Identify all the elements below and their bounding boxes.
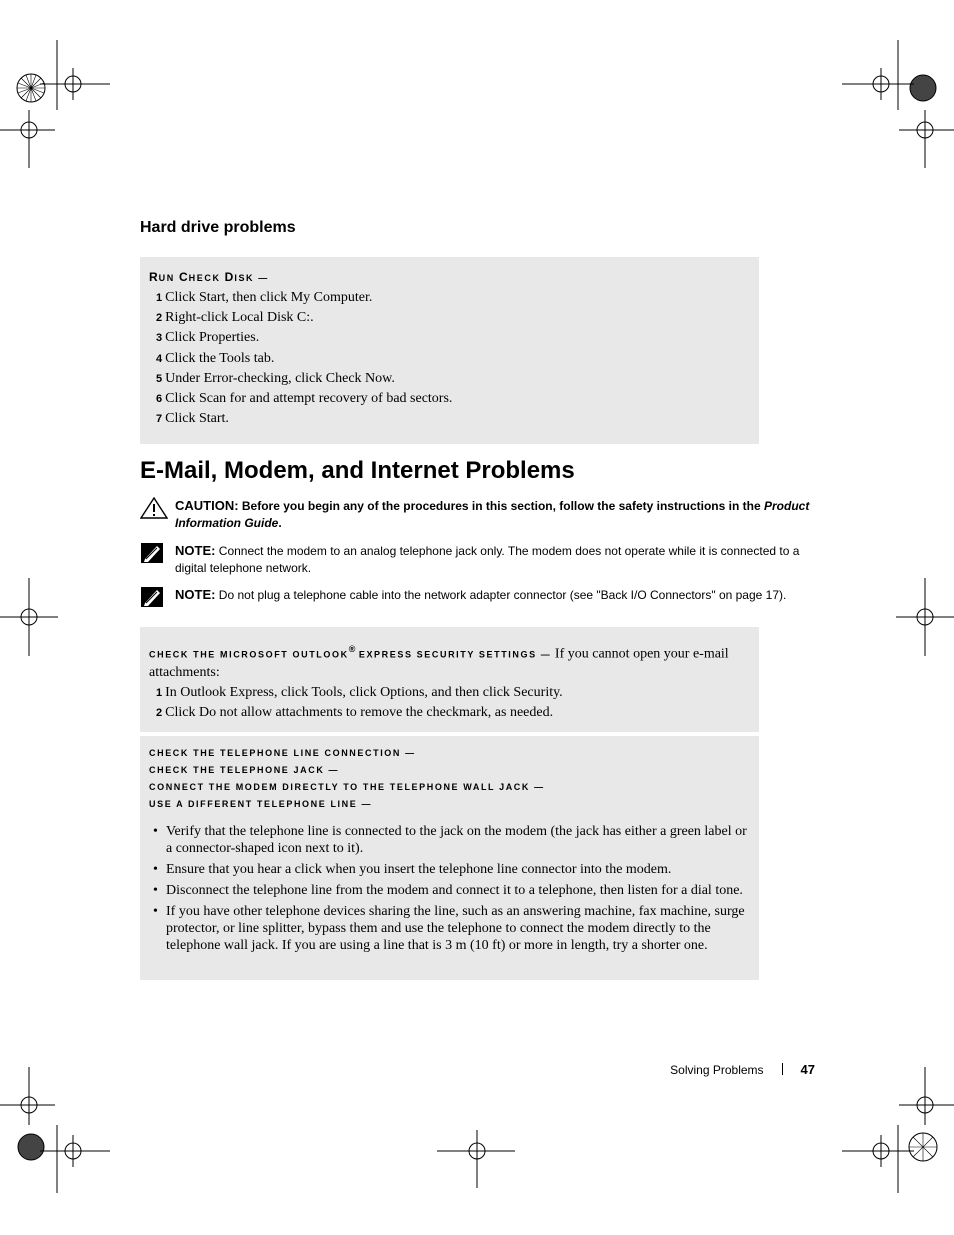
list-item: 1 In Outlook Express, click Tools, click Options, and then click Security. xyxy=(156,684,563,700)
warning-triangle-icon xyxy=(140,497,168,519)
list-item: • Ensure that you hear a click when you insert the telephone line connector into the modem. xyxy=(149,861,749,878)
list-item: 4 Click the Tools tab. xyxy=(156,350,275,366)
page-number: 47 xyxy=(800,1062,815,1077)
note-label: NOTE: xyxy=(175,587,216,602)
caution-notice: CAUTION: Before you begin any of the procedures in this section, follow the safety instructions in the Product Information Guide. xyxy=(140,497,820,532)
telephone-line-box xyxy=(140,736,759,980)
list-item: 1 Click Start, then click My Computer. xyxy=(156,290,373,305)
list-item: • If you have other telephone devices sharing the line, such as an answering machine, fax machine, surge protector, or line splitter, bypass them and use the telephone to connect the modem directly to the telephone wall jack. If you are using a line that is 3 m (10 ft) or more in length, try a shorter one. xyxy=(149,903,749,954)
outlook-steps xyxy=(149,683,749,723)
footer-divider xyxy=(782,1063,783,1075)
caution-text: Before you begin any of the procedures in this section, follow the safety instructions in the xyxy=(241,499,761,513)
list-item: • Disconnect the telephone line from the modem and connect it to a telephone, then listen for a dial tone. xyxy=(149,882,749,899)
outlook-settings-box xyxy=(140,627,759,732)
check-disk-steps xyxy=(149,288,749,429)
note-label: NOTE: xyxy=(175,543,216,558)
telephone-jack-heading: CHECK THE TELEPHONE JACK — xyxy=(149,765,340,775)
run-check-disk-heading: RUN CHECK DISK — xyxy=(149,270,269,284)
page-title: E-Mail, Modem, and Internet Problems xyxy=(140,457,575,484)
pencil-note-icon xyxy=(140,542,164,564)
registration-mark-bottom-left xyxy=(0,1065,120,1195)
wall-jack-heading: CONNECT THE MODEM DIRECTLY TO THE TELEPHONE WALL JACK — xyxy=(149,782,545,792)
list-item: 2 Right-click Local Disk C:. xyxy=(156,310,314,326)
note-text: Do not plug a telephone cable into the network adapter connector (see "Back I/O Connectors" on page 17). xyxy=(218,588,787,602)
list-item: 7 Click Start. xyxy=(156,411,229,427)
pencil-note-icon xyxy=(140,586,164,608)
caution-label: CAUTION: xyxy=(175,498,239,513)
registration-mark-top-right xyxy=(834,40,954,170)
run-check-disk-box xyxy=(140,257,759,444)
note-text: Connect the modem to an analog telephone jack only. The modem does not operate while it is connected to a digital telephone network. xyxy=(175,544,800,575)
note-notice-2 xyxy=(140,586,820,604)
different-line-heading: USE A DIFFERENT TELEPHONE LINE — xyxy=(149,799,373,809)
section-title-hard-drive: Hard drive problems xyxy=(140,219,296,236)
telephone-line-heading: CHECK THE TELEPHONE LINE CONNECTION — xyxy=(149,748,416,758)
list-item: • Verify that the telephone line is connected to the jack on the modem (the jack has either a green label or a connector-shaped icon next to it). xyxy=(149,823,749,857)
registration-mark-bottom-right xyxy=(834,1065,954,1195)
caution-doc-title: Product Information Guide xyxy=(175,499,810,530)
registration-mark-mid-right xyxy=(894,578,954,658)
registration-mark-bottom-center xyxy=(437,1130,517,1190)
telephone-checks-list xyxy=(149,823,749,954)
registration-mark-top-left xyxy=(0,40,120,170)
list-item: 2 Click Do not allow attachments to remove the checkmark, as needed. xyxy=(156,704,554,720)
footer-section: Solving Problems xyxy=(670,1063,764,1077)
list-item: 5 Under Error-checking, click Check Now. xyxy=(156,370,395,386)
registration-mark-mid-left xyxy=(0,578,60,658)
list-item: 3 Click Properties. xyxy=(156,330,260,346)
outlook-heading: CHECK THE MICROSOFT OUTLOOK® EXPRESS SECURITY SETTINGS — If you cannot open your e-mail attachments: xyxy=(149,644,729,680)
list-item: 6 Click Scan for and attempt recovery of bad sectors. xyxy=(156,391,453,407)
note-notice-1 xyxy=(140,542,820,577)
page-footer xyxy=(600,1062,815,1077)
